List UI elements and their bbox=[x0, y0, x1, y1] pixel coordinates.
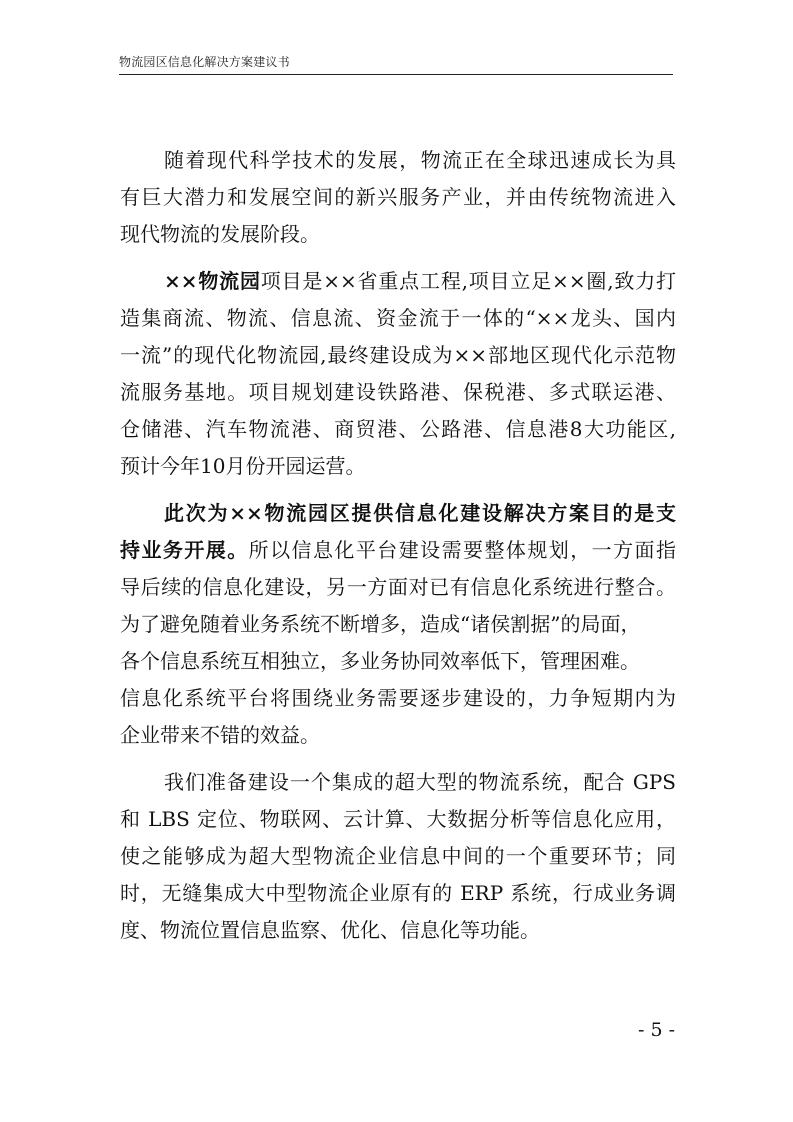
paragraph-intro bbox=[120, 146, 676, 257]
page-header bbox=[119, 52, 673, 75]
text-line: 有巨大潜力和发展空间的新兴服务产业，并由传统物流进入 bbox=[120, 185, 676, 209]
paragraph-plan bbox=[120, 768, 676, 953]
text-line: 使之能够成为超大型物流企业信息中间的一个重要环节；同 bbox=[120, 844, 676, 868]
text-line: 流服务基地。项目规划建设铁路港、保税港、多式联运港、 bbox=[120, 380, 676, 404]
text-line: 现代物流的发展阶段。 bbox=[120, 222, 320, 246]
text-line: 信息化系统平台将围绕业务需要逐步建设的，力争短期内为 bbox=[120, 686, 676, 710]
text-line: 为了避免随着业务系统不断增多，造成“诸侯割据”的局面， bbox=[120, 612, 641, 636]
paragraph-purpose bbox=[120, 499, 676, 758]
text-line: 度、物流位置信息监察、优化、信息化等功能。 bbox=[120, 918, 540, 942]
text-line: ××物流园项目是××省重点工程,项目立足××圈,致力打 bbox=[164, 269, 676, 293]
text-line bbox=[120, 499, 676, 536]
text-line: 持业务开展。所以信息化平台建设需要整体规划，一方面指 bbox=[120, 538, 676, 562]
text-line: 和 LBS 定位、物联网、云计算、大数据分析等信息化应用， bbox=[120, 807, 676, 831]
text-line: 各个信息系统互相独立，多业务协同效率低下，管理困难。 bbox=[120, 649, 640, 673]
document-body bbox=[120, 146, 676, 953]
bold-text: ××物流园 bbox=[164, 269, 261, 293]
paragraph-project bbox=[120, 267, 676, 489]
text-line: 随着现代科学技术的发展，物流正在全球迅速成长为具 bbox=[164, 148, 676, 172]
text-line: 导后续的信息化建设，另一方面对已有信息化系统进行整合。 bbox=[120, 575, 676, 599]
text-line: 造集商流、物流、信息流、资金流于一体的“××龙头、国内 bbox=[120, 306, 676, 330]
text-line: 预计今年10月份开园运营。 bbox=[120, 454, 366, 478]
text-line: 时，无缝集成大中型物流企业原有的 ERP 系统，行成业务调 bbox=[120, 881, 676, 905]
bold-text: 持业务开展。 bbox=[120, 538, 249, 562]
bold-text: 此次为××物流园区提供信息化建设解决方案目的是支 bbox=[164, 501, 676, 525]
text-line: 我们准备建设一个集成的超大型的物流系统，配合 GPS bbox=[164, 770, 676, 794]
text-line: 仓储港、汽车物流港、商贸港、公路港、信息港8大功能区, bbox=[120, 417, 676, 441]
text-line: 企业带来不错的效益。 bbox=[120, 723, 320, 747]
text-line: 一流”的现代化物流园,最终建设成为××部地区现代化示范物 bbox=[120, 343, 676, 367]
header-title: 物流园区信息化解决方案建议书 bbox=[119, 55, 290, 69]
page-number: - 5 - bbox=[637, 1019, 675, 1041]
